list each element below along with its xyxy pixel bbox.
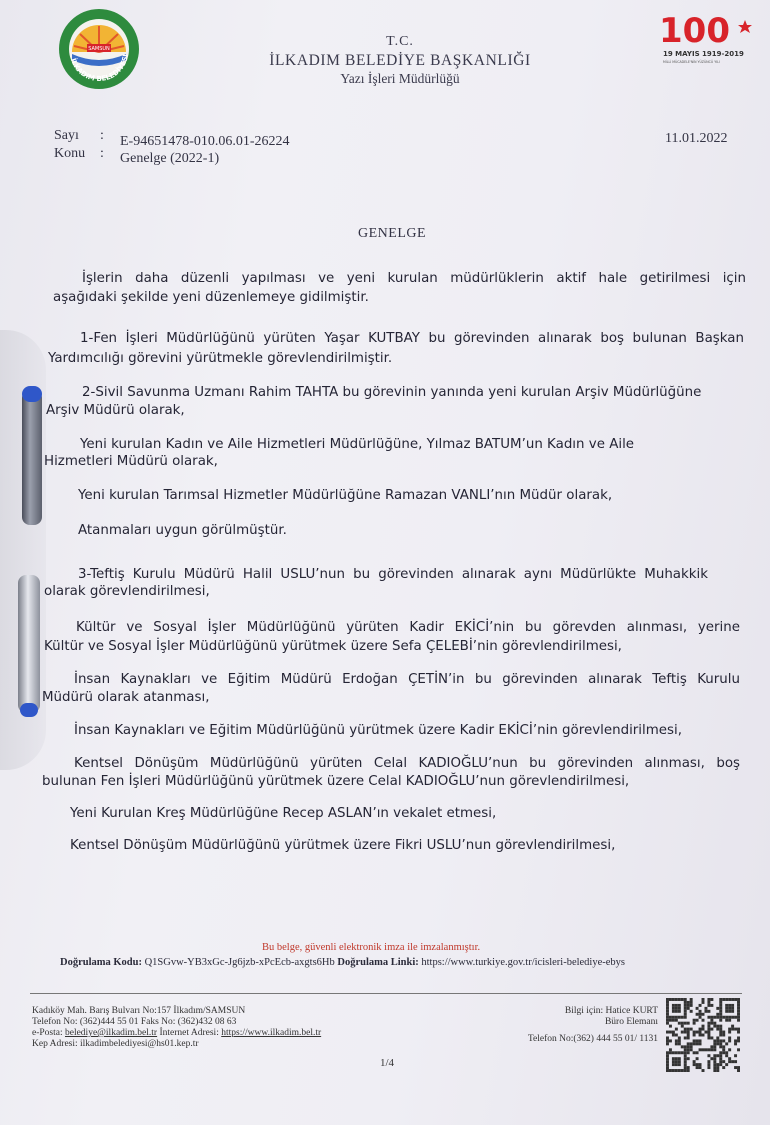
footer-web[interactable]: https://www.ilkadim.bel.tr — [221, 1028, 322, 1038]
sayi-colon: : — [100, 128, 104, 143]
konu-colon: : — [100, 146, 104, 161]
p11-line1: Kentsel Dönüşüm Müdürlüğünü yürüten Celal KADIOĞLU’nun bu görevinden alınması, boş — [74, 756, 740, 771]
p3-line1: 2-Sivil Savunma Uzmanı Rahim TAHTA bu görevinin yanında yeni kurulan Arşiv Müdürlüğüne — [82, 385, 702, 400]
verification-link-label: Doğrulama Linki: — [337, 957, 419, 968]
p11-line2: bulunan Fen İşleri Müdürlüğünü yürütmek üzere Celal KADIOĞLU’nun görevlendirilmesi, — [42, 774, 630, 789]
p4-line2: Hizmetleri Müdürü olarak, — [44, 454, 218, 469]
sayi-label: Sayı — [54, 128, 79, 143]
footer-email[interactable]: belediye@ilkadim.bel.tr — [64, 1028, 158, 1038]
konu-value: Genelge (2022-1) — [120, 151, 220, 166]
binder-clip-bottom — [18, 575, 40, 713]
page-number: 1/4 — [380, 1057, 395, 1069]
footer-address: Kadıköy Mah. Barış Bulvarı No:157 İlkadım/SAMSUN — [32, 1006, 246, 1016]
verification-code: Q1SGvw-YB3xGc-Jg6jzb-xPcEcb-axgts6Hb — [144, 957, 335, 968]
footer-kep: Kep Adresi: ilkadimbelediyesi@hs01.kep.tr — [32, 1039, 199, 1049]
footer-info-person: Bilgi için: Hatice KURT — [564, 1006, 658, 1016]
footer-divider — [30, 993, 742, 994]
p7-line2: olarak görevlendirilmesi, — [44, 584, 210, 599]
footer-email-web — [32, 1028, 321, 1039]
verification-code-label: Doğrulama Kodu: — [60, 957, 142, 968]
footer-info-phone: Telefon No:(362) 444 55 01/ 1131 — [527, 1034, 658, 1044]
p2-line1: 1-Fen İşleri Müdürlüğünü yürüten Yaşar KUTBAY bu görevinden alınarak boş bulunan Başkan — [80, 331, 744, 346]
footer-web-label: İnternet Adresi: — [159, 1028, 219, 1038]
p9-line2: Müdürü olarak atanması, — [42, 690, 210, 705]
centenary-logo — [655, 8, 755, 68]
clip-cap — [20, 703, 38, 717]
binder-clip-top — [22, 390, 42, 525]
footer-info-role: Büro Elemanı — [604, 1017, 658, 1027]
p12: Yeni Kurulan Kreş Müdürlüğüne Recep ASLAN’ın vekalet etmesi, — [70, 806, 497, 821]
ilkadim-municipality-logo — [58, 8, 140, 90]
footer-contact — [32, 1006, 321, 1050]
footer-phone-fax: Telefon No: (362)444 55 01 Faks No: (362)432 08 63 — [32, 1017, 237, 1027]
p3-line2: Arşiv Müdürü olarak, — [46, 403, 185, 418]
document-title: GENELGE — [358, 226, 427, 241]
centenary-sub: MİLLİ MÜCADELE'NİN YÜZÜNCÜ YILI — [663, 60, 720, 64]
logo-samsun-text: SAMSUN — [88, 46, 110, 52]
p2-line2: Yardımcılığı görevini yürütmekle görevlendirilmiştir. — [48, 351, 393, 366]
p8-line2: Kültür ve Sosyal İşler Müdürlüğünü yürütmek üzere Sefa ÇELEBİ’nin görevlendirilmesi, — [44, 639, 622, 654]
konu-label: Konu — [54, 146, 86, 161]
clip-cap — [22, 386, 42, 402]
p13: Kentsel Dönüşüm Müdürlüğünü yürütmek üzere Fikri USLU’nun görevlendirilmesi, — [70, 838, 616, 853]
p10: İnsan Kaynakları ve Eğitim Müdürlüğünü yürütmek üzere Kadir EKİCİ’nin görevlendirilmesi, — [74, 723, 682, 738]
p1-line2: aşağıdaki şekilde yeni düzenlemeye gidilmiştir. — [53, 290, 369, 305]
verification-line — [60, 957, 625, 968]
p9-line1: İnsan Kaynakları ve Eğitim Müdürü Erdoğan ÇETİN’in bu görevinden alınarak Teftiş Kurulu — [74, 672, 740, 687]
p1-line1: İşlerin daha düzenli yapılması ve yeni kurulan müdürlüklerin aktif hale getirilmesi için — [82, 271, 746, 286]
header-org: İLKADIM BELEDİYE BAŞKANLIĞI — [269, 52, 531, 69]
sayi-value: E-94651478-010.06.01-26224 — [120, 134, 290, 149]
p5: Yeni kurulan Tarımsal Hizmetler Müdürlüğüne Ramazan VANLI’nın Müdür olarak, — [78, 488, 613, 503]
e-signature-note: Bu belge, güvenli elektronik imza ile imzalanmıştır. — [262, 942, 481, 953]
footer-email-label: e-Posta: — [32, 1028, 63, 1038]
p4-line1: Yeni kurulan Kadın ve Aile Hizmetleri Müdürlüğüne, Yılmaz BATUM’un Kadın ve Aile — [80, 437, 635, 452]
p8-line1: Kültür ve Sosyal İşler Müdürlüğünü yürüten Kadir EKİCİ’nin bu görevden alınması, yerine — [76, 620, 740, 635]
p6: Atanmaları uygun görülmüştür. — [78, 523, 287, 538]
document-date: 11.01.2022 — [665, 131, 728, 146]
p7-line1: 3-Teftiş Kurulu Müdürü Halil USLU’nun bu görevinden alınarak aynı Müdürlükte Muhakkik — [78, 567, 708, 582]
footer-info — [508, 1006, 658, 1045]
star-icon — [738, 20, 752, 33]
logo-ring-text: İLKADIM BELEDİYESİ — [68, 53, 130, 84]
centenary-number: 100 — [659, 11, 730, 51]
verification-link[interactable]: https://www.turkiye.gov.tr/icisleri-belediye-ebys — [421, 957, 626, 968]
qr-code — [666, 998, 740, 1072]
header-dept: Yazı İşleri Müdürlüğü — [340, 71, 460, 86]
header-tc: T.C. — [386, 34, 414, 49]
centenary-date: 19 MAYIS 1919-2019 — [663, 50, 744, 58]
